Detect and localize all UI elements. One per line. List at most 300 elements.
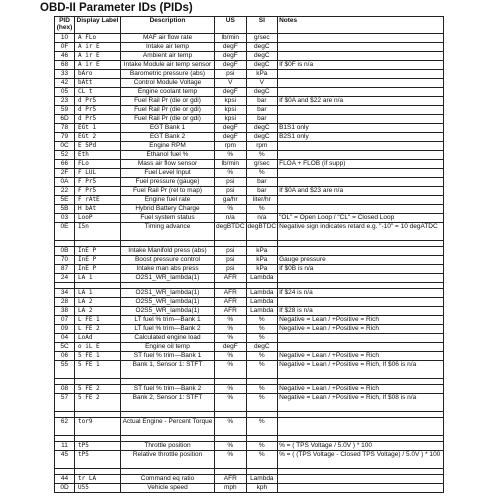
notes-cell: B1S1 only	[278, 124, 444, 133]
table-row	[55, 169, 444, 178]
table-row	[55, 178, 444, 187]
table-row	[55, 52, 444, 61]
description-cell: Engine fuel rate	[121, 196, 215, 205]
description-cell: LT fuel % trim—Bank 2	[121, 325, 215, 334]
display-label-cell: InE P	[75, 247, 121, 256]
notes-cell: If $0F is n/a	[278, 61, 444, 70]
pid-cell: 46	[55, 52, 75, 61]
table-row	[55, 298, 444, 307]
description-cell: O2S5_WR_lambda(1)	[121, 307, 215, 316]
pid-cell: 03	[55, 214, 75, 223]
notes-cell: Negative = Lean / +Positive = Rich	[278, 352, 444, 361]
us-unit-cell: degF	[215, 43, 247, 52]
table-header-row	[55, 17, 444, 34]
si-unit-cell: %	[246, 169, 278, 178]
display-label-cell: LooP	[75, 214, 121, 223]
us-unit-cell: %	[215, 451, 247, 469]
si-unit-cell: %	[246, 385, 278, 394]
display-label-cell: A ir E	[75, 61, 121, 70]
description-cell: Intake man abs press	[121, 265, 215, 274]
si-unit-cell: V	[246, 79, 278, 88]
pid-cell: 62	[55, 418, 75, 436]
us-unit-cell: %	[215, 151, 247, 160]
si-unit-cell: %	[246, 316, 278, 325]
display-label-cell: FLo	[75, 160, 121, 169]
us-unit-cell: AFR	[215, 307, 247, 316]
us-unit-cell: kpsi	[215, 106, 247, 115]
table-row	[55, 151, 444, 160]
us-unit-cell: %	[215, 442, 247, 451]
pid-cell: 44	[55, 475, 75, 484]
si-unit-cell: g/sec	[246, 34, 278, 43]
pid-cell: 42	[55, 79, 75, 88]
table-row	[55, 79, 444, 88]
description-cell: Mass air flow sensor	[121, 160, 215, 169]
pid-cell: 57	[55, 394, 75, 412]
si-unit-cell: Lambda	[246, 475, 278, 484]
us-unit-cell: degF	[215, 133, 247, 142]
us-unit-cell: lb/min	[215, 160, 247, 169]
display-label-cell: tP5	[75, 451, 121, 469]
header-us: US	[215, 17, 247, 34]
description-cell: Command eq ratio	[121, 475, 215, 484]
description-cell: Fuel Rail Pr (rel to map)	[121, 187, 215, 196]
display-label-cell: EGt 2	[75, 133, 121, 142]
description-cell: O2S1_WR_lambda(1)	[121, 289, 215, 298]
notes-cell: B2S1 only	[278, 133, 444, 142]
si-unit-cell: Lambda	[246, 274, 278, 283]
table-body	[55, 34, 444, 493]
notes-cell: If $0B is n/a	[278, 265, 444, 274]
table-row	[55, 88, 444, 97]
display-label-cell: LoAd	[75, 334, 121, 343]
si-unit-cell: %	[246, 205, 278, 214]
us-unit-cell: degF	[215, 343, 247, 352]
si-unit-cell: %	[246, 325, 278, 334]
display-label-cell: A ir E	[75, 43, 121, 52]
us-unit-cell: %	[215, 169, 247, 178]
display-label-cell: E 5Pd	[75, 142, 121, 151]
notes-cell	[278, 343, 444, 352]
pid-cell: 11	[55, 442, 75, 451]
pid-table	[54, 16, 444, 493]
description-cell: MAF air flow rate	[121, 34, 215, 43]
table-row	[55, 394, 444, 412]
header-pid: PID (hex)	[55, 17, 75, 34]
notes-cell	[278, 70, 444, 79]
pid-cell: 24	[55, 274, 75, 283]
notes-cell: "OL" = Open Loop / "CL" = Closed Loop	[278, 214, 444, 223]
pid-cell: 5B	[55, 205, 75, 214]
notes-cell: If $0A and $22 are n/a	[278, 97, 444, 106]
description-cell: EGT Bank 1	[121, 124, 215, 133]
si-unit-cell: %	[246, 442, 278, 451]
display-label-cell: 5 FE 2	[75, 385, 121, 394]
pid-cell: 10	[55, 34, 75, 43]
table-row	[55, 70, 444, 79]
pid-cell: 5E	[55, 196, 75, 205]
pid-cell: 0B	[55, 247, 75, 256]
description-cell: Engine oil temp	[121, 343, 215, 352]
pid-cell: 08	[55, 385, 75, 394]
display-label-cell: I5n	[75, 223, 121, 241]
si-unit-cell: %	[246, 151, 278, 160]
description-cell: Relative throttle position	[121, 451, 215, 469]
notes-cell: Negative = Lean / +Positive = Rich	[278, 316, 444, 325]
table-row	[55, 61, 444, 70]
display-label-cell: LA 1	[75, 289, 121, 298]
notes-cell	[278, 169, 444, 178]
display-label-cell: 5 FE 2	[75, 394, 121, 412]
notes-cell: If $24 is n/a	[278, 289, 444, 298]
description-cell: Hybrid Battery Charge	[121, 205, 215, 214]
us-unit-cell: psi	[215, 265, 247, 274]
display-label-cell: F Pr5	[75, 178, 121, 187]
si-unit-cell: kph	[246, 484, 278, 493]
table-row	[55, 223, 444, 241]
notes-cell	[278, 475, 444, 484]
display-label-cell: L FE 2	[75, 325, 121, 334]
table-row	[55, 325, 444, 334]
description-cell: Calculated engine load	[121, 334, 215, 343]
pid-cell: 55	[55, 361, 75, 379]
si-unit-cell: %	[246, 361, 278, 379]
display-label-cell: LA 2	[75, 298, 121, 307]
notes-cell	[278, 247, 444, 256]
display-label-cell: F Pr5	[75, 187, 121, 196]
si-unit-cell: kPa	[246, 70, 278, 79]
si-unit-cell: %	[246, 394, 278, 412]
notes-cell: If $28 is n/a	[278, 307, 444, 316]
si-unit-cell: degC	[246, 52, 278, 61]
us-unit-cell: n/a	[215, 214, 247, 223]
description-cell: Fuel Rail Pr (die or gdi)	[121, 115, 215, 124]
description-cell: Engine coolant temp	[121, 88, 215, 97]
pid-cell: 59	[55, 106, 75, 115]
pid-cell: 0F	[55, 43, 75, 52]
pid-cell: 33	[55, 70, 75, 79]
table-row	[55, 385, 444, 394]
us-unit-cell: psi	[215, 256, 247, 265]
pid-cell: 87	[55, 265, 75, 274]
us-unit-cell: degBTDC	[215, 223, 247, 241]
pid-cell: 0D	[55, 484, 75, 493]
pid-cell: 38	[55, 307, 75, 316]
pid-cell: 52	[55, 151, 75, 160]
notes-cell: Negative = Lean / +Positive = Rich	[278, 325, 444, 334]
pid-cell: 45	[55, 451, 75, 469]
table-row	[55, 334, 444, 343]
us-unit-cell: AFR	[215, 475, 247, 484]
si-unit-cell: bar	[246, 106, 278, 115]
us-unit-cell: %	[215, 385, 247, 394]
us-unit-cell: degF	[215, 61, 247, 70]
us-unit-cell: psi	[215, 70, 247, 79]
notes-cell	[278, 79, 444, 88]
display-label-cell: d Pr5	[75, 106, 121, 115]
table-row	[55, 142, 444, 151]
display-label-cell: H bAt	[75, 205, 121, 214]
si-unit-cell: Lambda	[246, 289, 278, 298]
us-unit-cell: psi	[215, 187, 247, 196]
table-row	[55, 34, 444, 43]
us-unit-cell: rpm	[215, 142, 247, 151]
description-cell: Bank 1, Sensor 1: STFT	[121, 361, 215, 379]
si-unit-cell: degC	[246, 88, 278, 97]
pid-cell: 66	[55, 160, 75, 169]
notes-cell	[278, 334, 444, 343]
notes-cell	[278, 205, 444, 214]
notes-cell	[278, 142, 444, 151]
description-cell: Intake Manifold press (abs)	[121, 247, 215, 256]
notes-cell	[278, 88, 444, 97]
display-label-cell: 5 FE 1	[75, 352, 121, 361]
table-row	[55, 316, 444, 325]
us-unit-cell: %	[215, 316, 247, 325]
us-unit-cell: degF	[215, 52, 247, 61]
description-cell: Timing advance	[121, 223, 215, 241]
document-title: OBD-II Parameter IDs (PIDs)	[40, 2, 193, 14]
description-cell: Ethanol fuel %	[121, 151, 215, 160]
notes-cell: % = ( (TPS Voltage - Closed TPS Voltage) / 5.0V ) * 100	[278, 451, 444, 469]
us-unit-cell: %	[215, 418, 247, 436]
display-label-cell: F rAtE	[75, 196, 121, 205]
description-cell: Engine RPM	[121, 142, 215, 151]
description-cell: Throttle position	[121, 442, 215, 451]
table-row	[55, 352, 444, 361]
display-label-cell: tP5	[75, 442, 121, 451]
si-unit-cell: degBTDC	[246, 223, 278, 241]
notes-cell	[278, 34, 444, 43]
pid-cell: 79	[55, 133, 75, 142]
header-notes: Notes	[278, 17, 444, 34]
pid-cell: 5C	[55, 343, 75, 352]
us-unit-cell: kpsi	[215, 115, 247, 124]
table-row	[55, 484, 444, 493]
display-label-cell: d Pr5	[75, 115, 121, 124]
table-row	[55, 307, 444, 316]
notes-cell: Negative sign indicates retard e.g. "-10" = 10 degATDC	[278, 223, 444, 241]
us-unit-cell: psi	[215, 247, 247, 256]
si-unit-cell: kPa	[246, 265, 278, 274]
notes-cell	[278, 484, 444, 493]
notes-cell: Gauge pressure	[278, 256, 444, 265]
us-unit-cell: kpsi	[215, 97, 247, 106]
notes-cell: % = ( TPS Voltage / 5.0V ) * 100	[278, 442, 444, 451]
notes-cell: Negative = Lean / +Positive = Rich, If $08 is n/a	[278, 394, 444, 412]
header-si: SI	[246, 17, 278, 34]
display-label-cell: LA 1	[75, 274, 121, 283]
table-row	[55, 343, 444, 352]
table-row	[55, 106, 444, 115]
si-unit-cell: degC	[246, 133, 278, 142]
display-label-cell: LA 2	[75, 307, 121, 316]
table-row	[55, 256, 444, 265]
us-unit-cell: AFR	[215, 274, 247, 283]
table-row	[55, 97, 444, 106]
si-unit-cell: kPa	[246, 256, 278, 265]
display-label-cell: CL t	[75, 88, 121, 97]
display-label-cell: L FE 1	[75, 316, 121, 325]
table-row	[55, 475, 444, 484]
table-row	[55, 247, 444, 256]
description-cell: Intake Module air temp sensor	[121, 61, 215, 70]
table-row	[55, 187, 444, 196]
notes-cell	[278, 43, 444, 52]
si-unit-cell: liter/hr	[246, 196, 278, 205]
pid-cell: 0E	[55, 223, 75, 241]
description-cell: ST fuel % trim—Bank 1	[121, 352, 215, 361]
display-label-cell: A ir E	[75, 52, 121, 61]
us-unit-cell: AFR	[215, 289, 247, 298]
notes-cell	[278, 52, 444, 61]
notes-cell	[278, 298, 444, 307]
si-unit-cell: %	[246, 451, 278, 469]
display-label-cell: tr LA	[75, 475, 121, 484]
notes-cell	[278, 151, 444, 160]
display-label-cell: EGt 1	[75, 124, 121, 133]
pid-cell: 23	[55, 97, 75, 106]
table-row	[55, 361, 444, 379]
description-cell: Boost pressure control	[121, 256, 215, 265]
display-label-cell: U55	[75, 484, 121, 493]
table-row	[55, 274, 444, 283]
description-cell: Vehicle speed	[121, 484, 215, 493]
notes-cell: FLOA + FLOB (if supp)	[278, 160, 444, 169]
pid-cell: 68	[55, 61, 75, 70]
us-unit-cell: degF	[215, 88, 247, 97]
us-unit-cell: AFR	[215, 298, 247, 307]
si-unit-cell: n/a	[246, 214, 278, 223]
us-unit-cell: %	[215, 352, 247, 361]
si-unit-cell: bar	[246, 97, 278, 106]
pid-cell: 0A	[55, 178, 75, 187]
description-cell: LT fuel % trim—Bank 1	[121, 316, 215, 325]
description-cell: Ambient air temp	[121, 52, 215, 61]
us-unit-cell: %	[215, 205, 247, 214]
si-unit-cell: degC	[246, 61, 278, 70]
description-cell: Intake air temp	[121, 43, 215, 52]
notes-cell	[278, 106, 444, 115]
table-row	[55, 43, 444, 52]
pid-cell: 2F	[55, 169, 75, 178]
pid-cell: 34	[55, 289, 75, 298]
description-cell: Fuel system status	[121, 214, 215, 223]
us-unit-cell: ga/hr	[215, 196, 247, 205]
us-unit-cell: %	[215, 334, 247, 343]
table-row	[55, 160, 444, 169]
description-cell: Control Module Voltage	[121, 79, 215, 88]
display-label-cell: bAtt	[75, 79, 121, 88]
description-cell: Fuel Rail Pr (die or gdi)	[121, 106, 215, 115]
display-label-cell: InE P	[75, 265, 121, 274]
description-cell: Actual Engine - Percent Torque	[121, 418, 215, 436]
header-display-label: Display Label	[75, 17, 121, 34]
si-unit-cell: bar	[246, 115, 278, 124]
si-unit-cell: bar	[246, 187, 278, 196]
notes-cell: Negative = Lean / +Positive = Rich	[278, 385, 444, 394]
pid-cell: 6D	[55, 115, 75, 124]
display-label-cell: tor9	[75, 418, 121, 436]
si-unit-cell: bar	[246, 178, 278, 187]
table-row	[55, 196, 444, 205]
notes-cell	[278, 196, 444, 205]
pid-cell: 0C	[55, 142, 75, 151]
display-label-cell: F LUL	[75, 169, 121, 178]
pid-cell: 78	[55, 124, 75, 133]
si-unit-cell: kPa	[246, 247, 278, 256]
pid-cell: 28	[55, 298, 75, 307]
us-unit-cell: V	[215, 79, 247, 88]
description-cell: Barometric pressure (abs)	[121, 70, 215, 79]
notes-cell: If $0A and $23 are n/a	[278, 187, 444, 196]
notes-cell	[278, 274, 444, 283]
si-unit-cell: Lambda	[246, 307, 278, 316]
si-unit-cell: degC	[246, 343, 278, 352]
description-cell: Fuel Level Input	[121, 169, 215, 178]
display-label-cell: A FLo	[75, 34, 121, 43]
pid-cell: 07	[55, 316, 75, 325]
description-cell: Bank 2, Sensor 1: STFT	[121, 394, 215, 412]
display-label-cell: bAro	[75, 70, 121, 79]
notes-cell: Negative = Lean / +Positive = Rich, If $06 is n/a	[278, 361, 444, 379]
table-row	[55, 214, 444, 223]
us-unit-cell: mph	[215, 484, 247, 493]
description-cell: O2S5_WR_lambda(1)	[121, 298, 215, 307]
us-unit-cell: %	[215, 325, 247, 334]
display-label-cell: 5 FE 1	[75, 361, 121, 379]
pid-cell: 05	[55, 88, 75, 97]
description-cell: EGT Bank 2	[121, 133, 215, 142]
table-row	[55, 289, 444, 298]
table-row	[55, 124, 444, 133]
table-row	[55, 133, 444, 142]
display-label-cell: Eth	[75, 151, 121, 160]
si-unit-cell: %	[246, 334, 278, 343]
notes-cell	[278, 115, 444, 124]
table-row	[55, 205, 444, 214]
us-unit-cell: psi	[215, 178, 247, 187]
us-unit-cell: degF	[215, 124, 247, 133]
display-label-cell: o iL E	[75, 343, 121, 352]
us-unit-cell: %	[215, 394, 247, 412]
si-unit-cell: %	[246, 352, 278, 361]
pid-cell: 06	[55, 352, 75, 361]
pid-cell: 70	[55, 256, 75, 265]
header-description: Description	[121, 17, 215, 34]
display-label-cell: d Pr5	[75, 97, 121, 106]
pid-cell: 09	[55, 325, 75, 334]
si-unit-cell: degC	[246, 124, 278, 133]
notes-cell	[278, 418, 444, 436]
table-row	[55, 265, 444, 274]
notes-cell	[278, 178, 444, 187]
pid-cell: 22	[55, 187, 75, 196]
us-unit-cell: %	[215, 361, 247, 379]
si-unit-cell: rpm	[246, 142, 278, 151]
si-unit-cell: degC	[246, 43, 278, 52]
table-row	[55, 115, 444, 124]
table-row	[55, 418, 444, 436]
description-cell: O2S1_WR_lambda(1)	[121, 274, 215, 283]
pid-cell: 04	[55, 334, 75, 343]
si-unit-cell: %	[246, 418, 278, 436]
us-unit-cell: lb/min	[215, 34, 247, 43]
description-cell: Fuel pressure (gauge)	[121, 178, 215, 187]
si-unit-cell: g/sec	[246, 160, 278, 169]
display-label-cell: InE P	[75, 256, 121, 265]
description-cell: ST fuel % trim—Bank 2	[121, 385, 215, 394]
